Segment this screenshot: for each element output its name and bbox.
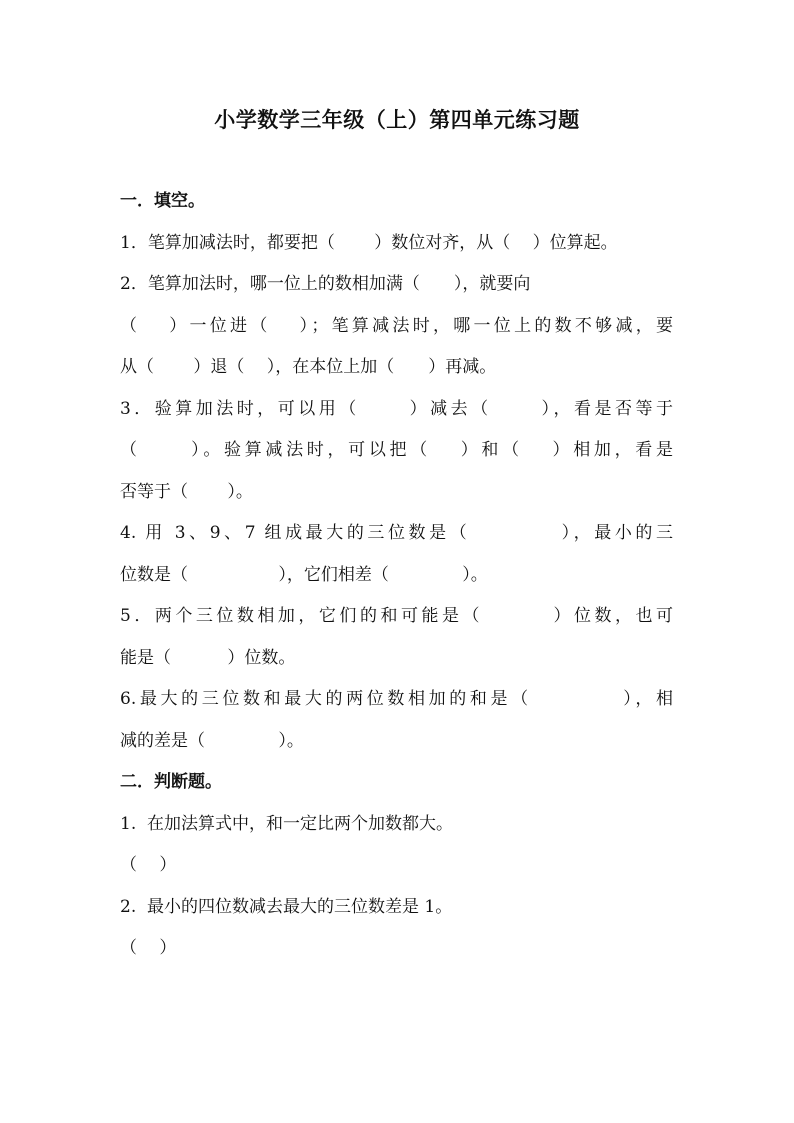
fill-question-3-line-1: 3．验算加法时，可以用（ ）减去（ ），看是否等于 <box>120 399 673 419</box>
section-fill-heading: 一．填空。 <box>120 191 205 211</box>
judge-answer-1: （ ） <box>120 855 177 875</box>
judge-question-2: 2. 最小的四位数减去最大的三位数差是 1。 <box>120 897 453 917</box>
section-judge-heading: 二．判断题。 <box>120 772 222 792</box>
fill-question-5-line-1: 5．两个三位数相加，它们的和可能是（ ）位数，也可 <box>120 606 673 626</box>
fill-question-4-line-1: 4. 用 3、9、7 组成最大的三位数是（ ），最小的三 <box>120 523 673 543</box>
judge-question-1: 1. 在加法算式中，和一定比两个加数都大。 <box>120 814 454 834</box>
fill-question-2-line-2: （ ）一位进（ ）；笔算减法时，哪一位上的数不够减，要 <box>120 316 673 336</box>
fill-question-3-line-3: 否等于（ ）。 <box>120 482 253 502</box>
fill-question-1: 1．笔算加减法时，都要把（ ）数位对齐，从（ ）位算起。 <box>120 233 618 253</box>
fill-question-5-line-2: 能是（ ）位数。 <box>120 648 296 668</box>
fill-question-2-line-3: 从（ ）退（ ），在本位上加（ ）再减。 <box>120 357 497 377</box>
judge-answer-2: （ ） <box>120 938 177 958</box>
fill-question-2-line-1: 2．笔算加法时，哪一位上的数相加满（ ），就要向 <box>120 274 531 294</box>
fill-question-6-line-1: 6.最大的三位数和最大的两位数相加的和是（ ），相 <box>120 689 673 709</box>
fill-question-3-line-2: （ ）。验算减法时，可以把（ ）和（ ）相加，看是 <box>120 440 673 460</box>
fill-question-6-line-2: 减的差是（ ）。 <box>120 731 304 751</box>
fill-question-4-line-2: 位数是（ ），它们相差（ ）。 <box>120 565 488 585</box>
worksheet-title: 小学数学三年级（上）第四单元练习题 <box>214 107 580 132</box>
